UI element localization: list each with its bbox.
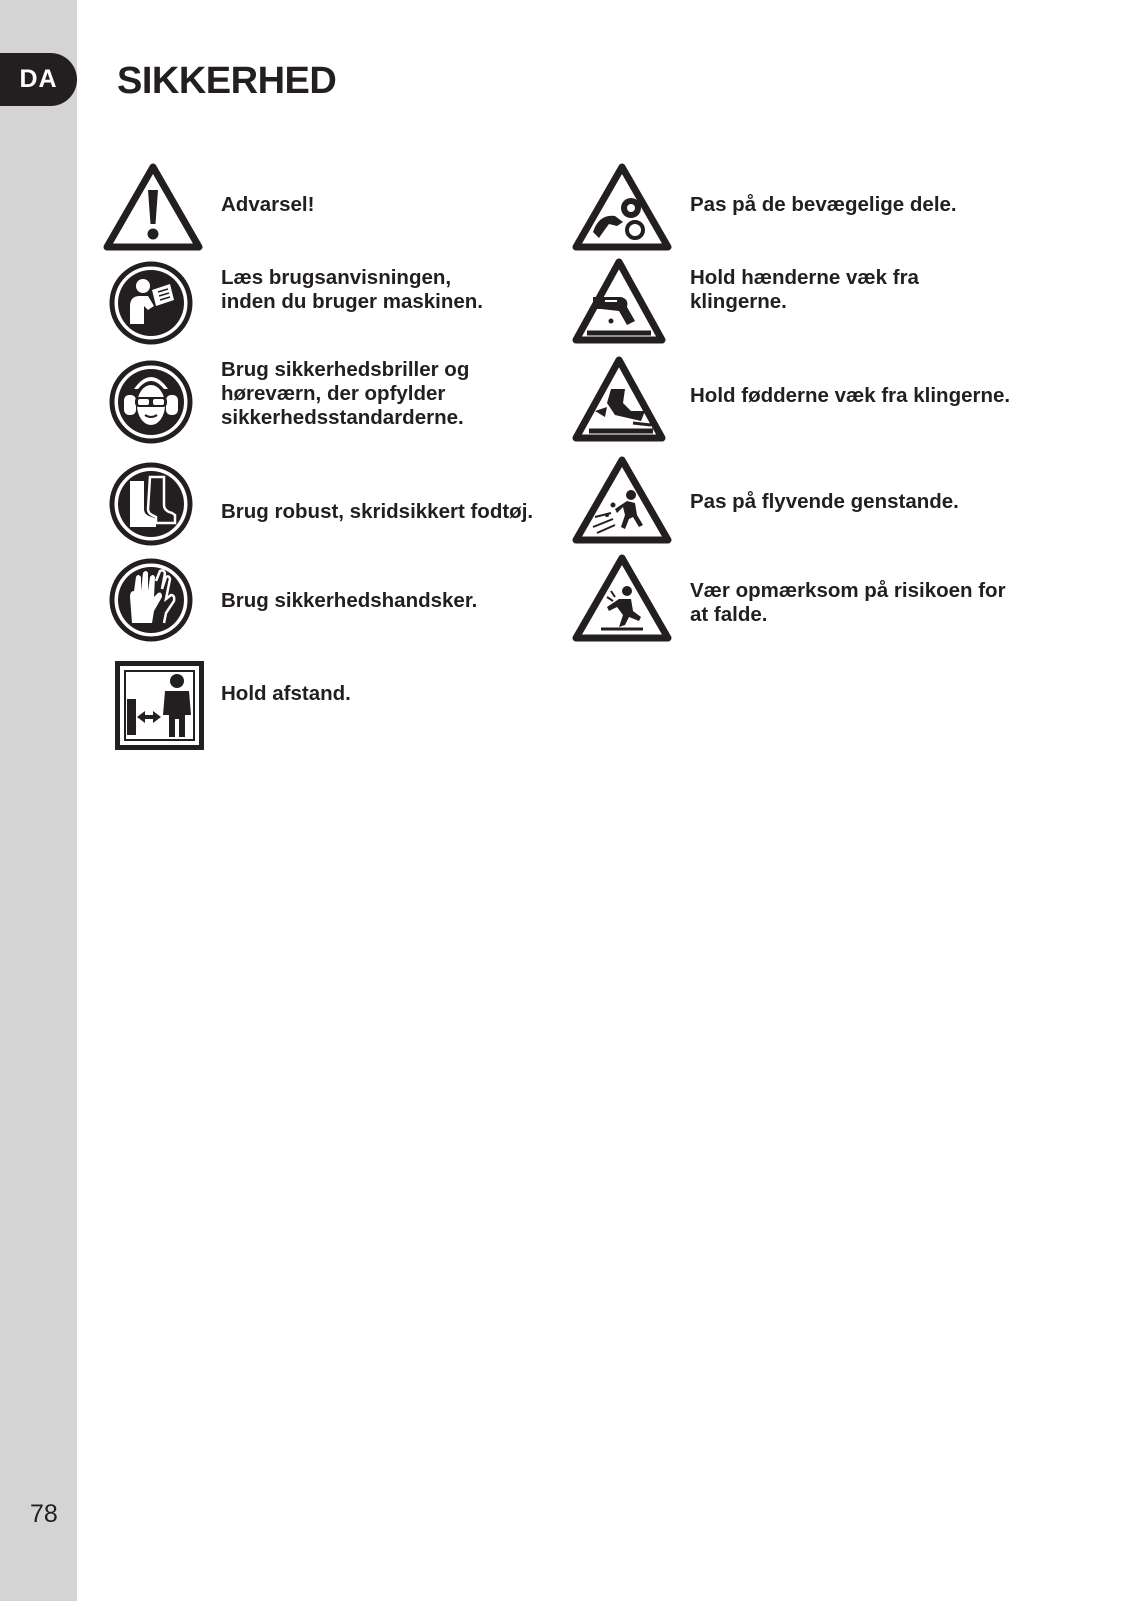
keep-distance-icon bbox=[115, 661, 204, 750]
language-tab: DA bbox=[0, 53, 77, 106]
flying-objects-label: Pas på flyvende genstande. bbox=[690, 490, 959, 513]
fall-risk-label: Vær opmærksom på risikoen for at falde. bbox=[690, 579, 1006, 626]
eye-ear-protection-icon bbox=[108, 359, 194, 445]
foot-blade-label: Hold fødderne væk fra klingerne. bbox=[690, 384, 1011, 407]
side-strip bbox=[0, 0, 77, 1601]
warning-label: Advarsel! bbox=[221, 193, 315, 216]
fall-risk-icon bbox=[571, 553, 673, 643]
warning-triangle-icon bbox=[102, 162, 204, 252]
eye-ear-protection-label: Brug sikkerhedsbriller og høreværn, der opfylder sikkerhedsstandarderne. bbox=[221, 358, 470, 429]
safety-gloves-label: Brug sikkerhedshandsker. bbox=[221, 589, 478, 612]
page-number: 78 bbox=[30, 1500, 58, 1528]
page-title: SIKKERHED bbox=[117, 60, 337, 102]
foot-blade-icon bbox=[571, 355, 667, 445]
moving-parts-icon bbox=[571, 162, 673, 252]
hand-blade-icon bbox=[571, 257, 667, 347]
safety-gloves-icon bbox=[108, 557, 194, 643]
flying-objects-icon bbox=[571, 455, 673, 545]
safety-boots-label: Brug robust, skridsikkert fodtøj. bbox=[221, 500, 534, 523]
read-manual-label: Læs brugsanvisningen, inden du bruger maskinen. bbox=[221, 266, 483, 313]
moving-parts-label: Pas på de bevægelige dele. bbox=[690, 193, 957, 216]
keep-distance-label: Hold afstand. bbox=[221, 682, 351, 705]
safety-boots-icon bbox=[108, 461, 194, 547]
read-manual-icon bbox=[108, 260, 194, 346]
hand-blade-label: Hold hænderne væk fra klingerne. bbox=[690, 266, 919, 313]
